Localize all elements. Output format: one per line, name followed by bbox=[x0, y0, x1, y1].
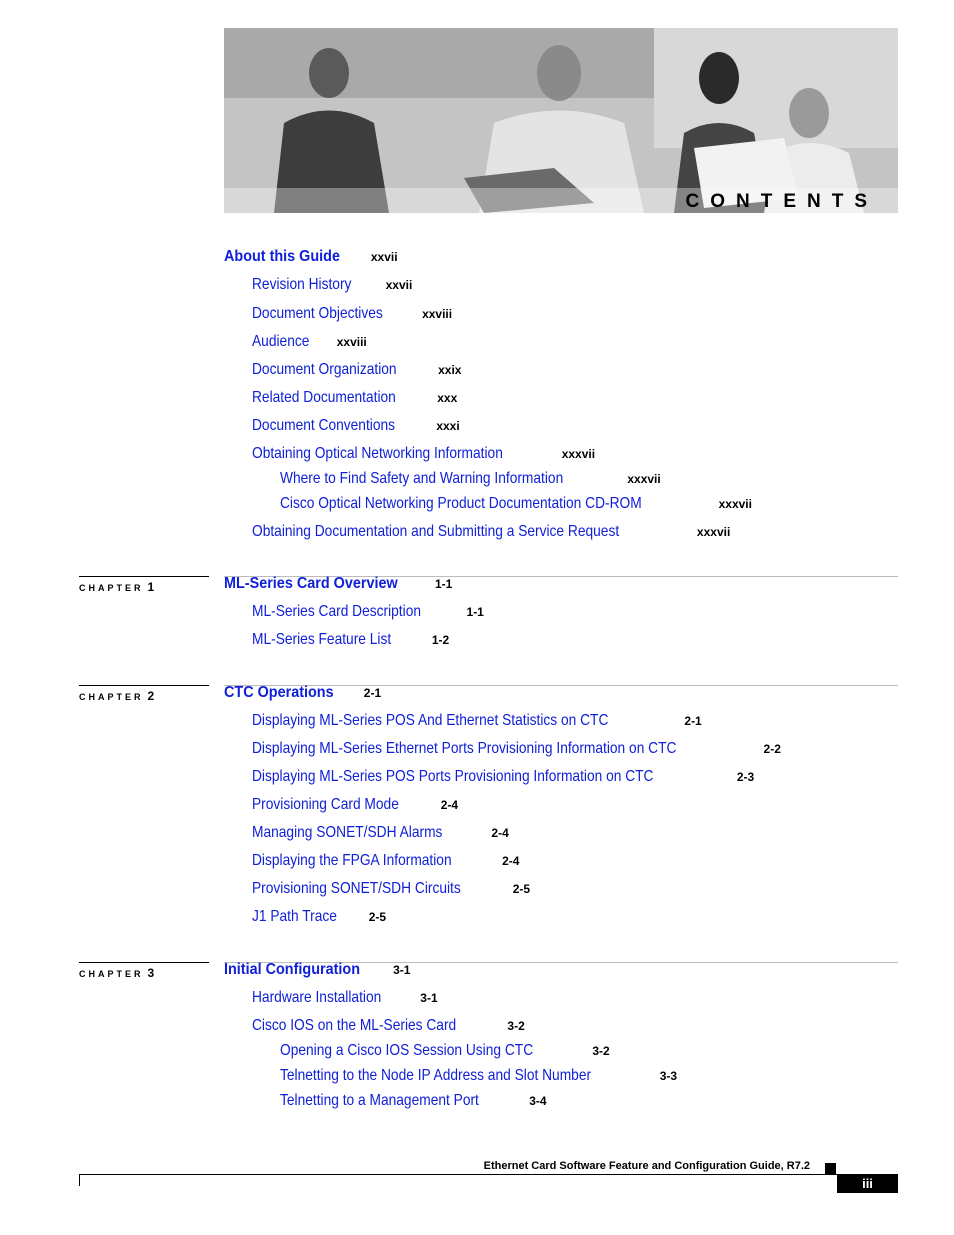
toc-page: 2-5 bbox=[368, 909, 387, 924]
toc-entry[interactable] bbox=[252, 741, 781, 757]
toc-title[interactable]: Hardware Installation bbox=[252, 989, 382, 1006]
chapter-label: CHAPTER 1 bbox=[79, 580, 155, 594]
toc-title[interactable]: Where to Find Safety and Warning Information bbox=[280, 470, 564, 487]
toc-page: xxvii bbox=[370, 249, 398, 264]
toc-page: xxviii bbox=[422, 306, 453, 321]
toc-entry[interactable] bbox=[252, 825, 509, 841]
toc-page: xxxvii bbox=[718, 496, 752, 511]
chapter-label: CHAPTER 3 bbox=[79, 966, 155, 980]
chapter-rule bbox=[79, 685, 209, 686]
toc-title[interactable]: Cisco IOS on the ML-Series Card bbox=[252, 1017, 457, 1034]
chapter-label: CHAPTER 2 bbox=[79, 689, 155, 703]
toc-page: 2-1 bbox=[684, 713, 702, 728]
toc-page: 2-4 bbox=[440, 797, 459, 812]
toc-title[interactable]: Revision History bbox=[252, 276, 352, 293]
chapter-number: 1 bbox=[147, 580, 155, 594]
toc-title[interactable]: Audience bbox=[252, 333, 310, 350]
toc-title[interactable]: Provisioning Card Mode bbox=[252, 796, 399, 813]
toc-page: 3-4 bbox=[529, 1093, 547, 1108]
toc-title[interactable]: Provisioning SONET/SDH Circuits bbox=[252, 880, 461, 897]
contents-title: CONTENTS bbox=[685, 191, 878, 212]
toc-entry[interactable] bbox=[252, 881, 530, 897]
toc-title[interactable]: Telnetting to a Management Port bbox=[280, 1092, 479, 1109]
toc-page: 3-2 bbox=[507, 1018, 525, 1033]
toc-page: 2-1 bbox=[363, 685, 382, 700]
toc-entry[interactable] bbox=[252, 362, 461, 378]
toc-chapter-2[interactable] bbox=[224, 685, 381, 701]
toc-chapter-3[interactable] bbox=[224, 962, 410, 978]
toc-page: 2-5 bbox=[512, 881, 531, 896]
toc-entry[interactable] bbox=[280, 1068, 677, 1084]
toc-page: xxxvii bbox=[561, 446, 596, 461]
header-banner bbox=[224, 28, 898, 213]
toc-entry[interactable] bbox=[252, 632, 449, 648]
toc-entry[interactable] bbox=[252, 909, 386, 925]
toc-page: 2-4 bbox=[491, 825, 509, 840]
toc-entry[interactable] bbox=[252, 604, 484, 620]
chapter-rule bbox=[79, 962, 209, 963]
toc-page: 3-1 bbox=[393, 962, 411, 977]
toc-entry[interactable] bbox=[280, 471, 661, 487]
toc-page: 1-2 bbox=[431, 632, 450, 647]
chapter-number: 3 bbox=[147, 966, 155, 980]
toc-title[interactable]: Obtaining Optical Networking Information bbox=[252, 445, 503, 462]
toc-title[interactable]: ML-Series Card Description bbox=[252, 603, 422, 620]
toc-title[interactable]: ML-Series Feature List bbox=[252, 631, 392, 648]
toc-page: 3-1 bbox=[420, 990, 438, 1005]
footer-tick bbox=[79, 1174, 80, 1186]
chapter-rule bbox=[79, 576, 209, 577]
toc-title[interactable]: Displaying the FPGA Information bbox=[252, 852, 452, 869]
toc-title[interactable]: Obtaining Documentation and Submitting a Service Request bbox=[252, 523, 620, 540]
toc-title[interactable]: Displaying ML-Series Ethernet Ports Provisioning Information on CTC bbox=[252, 740, 677, 757]
toc-entry[interactable] bbox=[252, 524, 730, 540]
banner-photo bbox=[224, 28, 898, 213]
toc-entry[interactable] bbox=[252, 769, 754, 785]
toc-page: xxxvii bbox=[696, 524, 731, 539]
toc-page: xxvii bbox=[385, 277, 413, 292]
toc-title[interactable]: Initial Configuration bbox=[224, 961, 360, 978]
toc-page: 2-4 bbox=[502, 853, 520, 868]
toc-title[interactable]: About this Guide bbox=[224, 248, 340, 265]
toc-page: xxviii bbox=[336, 334, 367, 349]
toc-title[interactable]: Document Organization bbox=[252, 361, 397, 378]
toc-entry[interactable] bbox=[252, 277, 412, 293]
toc-entry[interactable] bbox=[252, 418, 460, 434]
toc-title[interactable]: Document Objectives bbox=[252, 305, 383, 322]
toc-title[interactable]: Displaying ML-Series POS And Ethernet Statistics on CTC bbox=[252, 712, 609, 729]
page-number: iii bbox=[837, 1174, 898, 1193]
footer-rule bbox=[79, 1174, 837, 1175]
toc-entry[interactable] bbox=[252, 713, 702, 729]
toc-title[interactable]: Cisco Optical Networking Product Documentation CD-ROM bbox=[280, 495, 642, 512]
toc-entry[interactable] bbox=[252, 446, 595, 462]
chapter-number: 2 bbox=[147, 689, 155, 703]
toc-page: 1-1 bbox=[466, 604, 484, 619]
toc-entry[interactable] bbox=[252, 853, 519, 869]
toc-entry[interactable] bbox=[252, 334, 367, 350]
toc-entry-about[interactable] bbox=[224, 249, 398, 265]
toc-title[interactable]: Telnetting to the Node IP Address and Slot Number bbox=[280, 1067, 592, 1084]
toc-page: xxx bbox=[437, 390, 458, 405]
toc-title[interactable]: Related Documentation bbox=[252, 389, 396, 406]
toc-entry[interactable] bbox=[280, 1093, 547, 1109]
toc-page: 2-2 bbox=[763, 741, 781, 756]
toc-page: 3-3 bbox=[659, 1068, 678, 1083]
toc-title[interactable]: ML-Series Card Overview bbox=[224, 575, 398, 592]
toc-title[interactable]: Opening a Cisco IOS Session Using CTC bbox=[280, 1042, 534, 1059]
toc-page: 1-1 bbox=[434, 576, 453, 591]
toc-page: 3-2 bbox=[592, 1043, 610, 1058]
toc-entry[interactable] bbox=[252, 797, 458, 813]
toc-page: xxxi bbox=[436, 418, 460, 433]
toc-page: 2-3 bbox=[736, 769, 755, 784]
toc-page: xxxvii bbox=[627, 471, 661, 486]
toc-entry[interactable] bbox=[280, 496, 752, 512]
toc-title[interactable]: CTC Operations bbox=[224, 684, 334, 701]
toc-title[interactable]: Document Conventions bbox=[252, 417, 396, 434]
footer-document-title: Ethernet Card Software Feature and Configuration Guide, R7.2 bbox=[483, 1160, 810, 1172]
toc-entry[interactable] bbox=[280, 1043, 610, 1059]
toc-page: xxix bbox=[438, 362, 462, 377]
toc-entry[interactable] bbox=[252, 306, 452, 322]
footer-marker bbox=[825, 1163, 836, 1174]
toc-entry[interactable] bbox=[252, 990, 438, 1006]
toc-entry[interactable] bbox=[252, 390, 457, 406]
toc-entry[interactable] bbox=[252, 1018, 525, 1034]
toc-title[interactable]: Managing SONET/SDH Alarms bbox=[252, 824, 443, 841]
toc-title[interactable]: J1 Path Trace bbox=[252, 908, 337, 925]
toc-chapter-1[interactable] bbox=[224, 576, 452, 592]
toc-title[interactable]: Displaying ML-Series POS Ports Provisioning Information on CTC bbox=[252, 768, 654, 785]
